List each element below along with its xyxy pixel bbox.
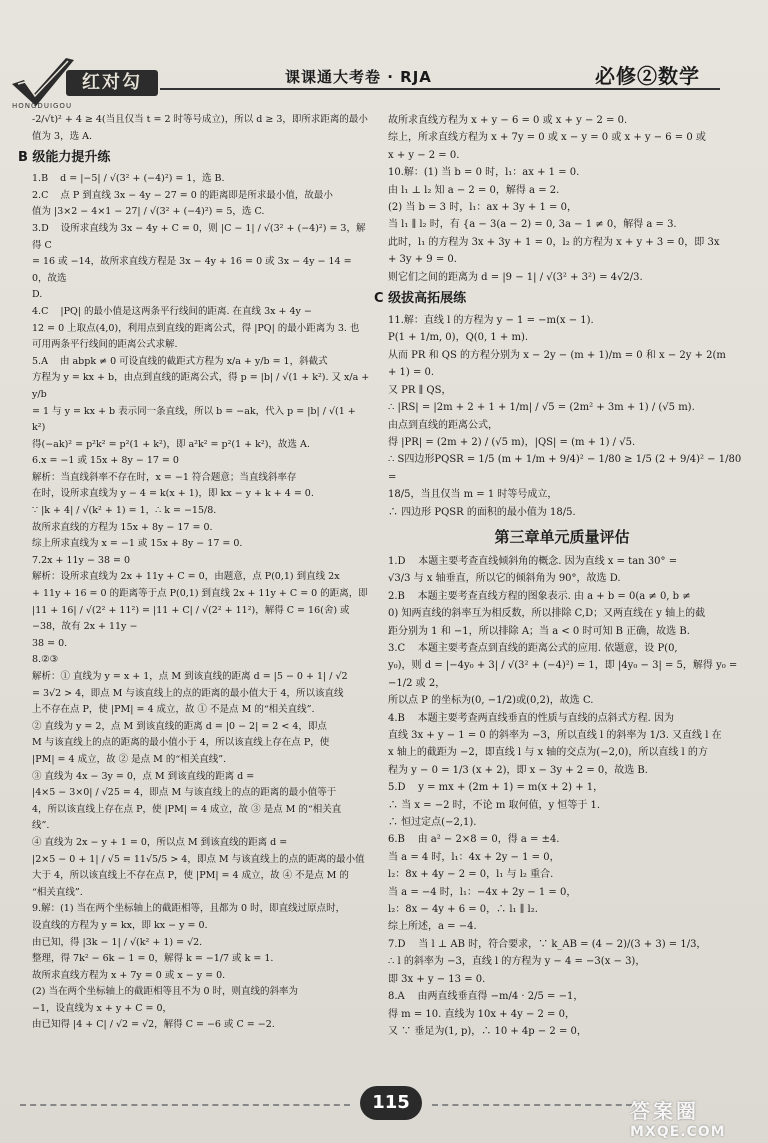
answer-line: -2/√t)² + 4 ≥ 4(当且仅当 t = 2 时等号成立)，所以 d ≥ 3，即所求距离的最小 [32, 114, 368, 125]
answer-line: 综上所述，a = −4. [388, 921, 477, 933]
answer-line: l₂：8x + 4y − 2 = 0，l₁ 与 l₂ 重合. [388, 869, 554, 881]
answer-line: y₀)，则 d = |−4y₀ + 3| / √(3² + (−4)²) = 1，即 |4y₀ − 3| = 5，解得 y₀ = −1/2 或 2， [388, 660, 741, 689]
answer-line: 距分别为 1 和 −1，所以排除 A；当 a < 0 时可知 B 正确，故选 B. [388, 625, 690, 637]
answer-line: = 16 或 −14，故所求直线方程是 3x − 4y + 16 = 0 或 3x − 4y − 14 = 0，故选 [32, 256, 355, 284]
answer-line: 从而 PR 和 QS 的方程分别为 x − 2y − (m + 1)/m = 0 和 x − 2y + 2(m [388, 349, 726, 361]
answer-line: D. [32, 289, 43, 301]
answer-line: (2) 当 b = 3 时，l₁：ax + 3y + 1 = 0， [388, 202, 577, 214]
answer-line: 故所求直线的方程为 15x + 8y − 17 = 0. [32, 521, 213, 533]
brand-logo [8, 54, 158, 112]
answer-line: 解析：设所求直线为 2x + 11y + C = 0，由题意，点 P(0,1) 到直线 2x [32, 571, 340, 583]
answer-line: ③ 直线为 4x − 3y = 0，点 M 到该直线的距离 d = [32, 770, 255, 782]
right-column [374, 112, 750, 1040]
answer-line: 4.C |PQ| 的最小值是这两条平行线间的距离. 在直线 3x + 4y − [32, 305, 312, 317]
answer-line: l₂：8x − 4y + 6 = 0，∴ l₁ ∥ l₂. [388, 904, 538, 916]
answer-line: 3.D 设所求直线为 3x − 4y + C = 0，则 |C − 1| / √(3² + (−4)²) = 3，解得 C [32, 222, 366, 251]
answer-line: = 1 与 y = kx + b 表示同一条直线，所以 b = −ak，代入 p = |b| / √(1 + k²) [32, 405, 359, 434]
answer-line: 当 a = −4 时，l₁：−4x + 2y − 1 = 0， [388, 886, 577, 898]
left-column [18, 112, 373, 1034]
answer-line: 4.B 本题主要考查两直线垂直的性质与直线的点斜式方程. 因为 [388, 712, 674, 724]
answer-line: 线”. [32, 820, 50, 832]
answer-line: 大于 4，所以该直线上不存在点 P，使 |PM| = 4 成立，故 ④ 不是点 M 的 [32, 870, 349, 882]
header-divider [160, 88, 720, 90]
answer-line: 设直线的方程为 y = kx，即 kx − y = 0. [32, 919, 208, 931]
answer-line: 直线 3x + y − 1 = 0 的斜率为 −3，所以直线 l 的斜率为 1/3. 又直线 l 在 [388, 730, 722, 741]
footer-dashed-line-left [20, 1104, 350, 1106]
answer-line: 当 l₁ ∥ l₂ 时，有 {a − 3(a − 2) = 0, 3a − 1 ≠ 0，解得 a = 3. [388, 219, 677, 231]
answer-line: 由已知，得 |3k − 1| / √(k² + 1) = √2. [32, 936, 203, 948]
answer-line: 综上，所求直线方程为 x + 7y = 0 或 x − y = 0 或 x + y − 6 = 0 或 [388, 132, 706, 144]
answer-line: 值为 3，选 A. [32, 130, 92, 142]
answer-line: P(1 + 1/m, 0)，Q(0, 1 + m). [388, 332, 529, 344]
answer-line: 整理，得 7k² − 6k − 1 = 0，解得 k = −1/7 或 k = 1. [32, 953, 274, 965]
answer-line: √3/3 与 x 轴垂直，所以它的倾斜角为 90°，故选 D. [388, 573, 621, 585]
answer-line: 2.C 点 P 到直线 3x − 4y − 27 = 0 的距离即是所求最小值，故最小 [32, 189, 333, 201]
answer-line: + 3y + 9 = 0. [388, 254, 457, 266]
answer-line: 由已知得 |4 + C| / √2 = √2，解得 C = −6 或 C = −2. [32, 1019, 275, 1031]
answer-line: ∴ 四边形 PQSR 的面积的最小值为 18/5. [388, 506, 576, 518]
answer-line: 解析：① 直线为 y = x + 1，点 M 到该直线的距离 d = |5 − 0 + 1| / √2 [32, 671, 348, 682]
answer-line: 1.B d = |−5| / √(3² + (−4)²) = 1，选 B. [32, 173, 225, 185]
answer-line: 由点到直线的距离公式， [388, 419, 498, 431]
answer-line: “相关直线”. [32, 886, 83, 898]
answer-line: 0) 知两直线的斜率互为相反数，所以排除 C,D；又两直线在 y 轴上的截 [388, 608, 706, 620]
answer-line: 4，所以该直线上存在点 P，使 |PM| = 4 成立，故 ③ 是点 M 的“相关直 [32, 803, 342, 815]
answer-line: 此时，l₁ 的方程为 3x + 3y + 1 = 0，l₂ 的方程为 x + y + 3 = 0，即 3x [388, 236, 720, 248]
answer-line: 得 |PR| = (2m + 2) / (√5 m)，|QS| = (m + 1) / √5. [388, 436, 636, 448]
watermark-title: 答案圈 [630, 1099, 699, 1123]
answer-line: ∴ S四边形PQSR = 1/5 (m + 1/m + 9/4)² − 1/80 ≥ 1/5 (2 + 9/4)² − 1/80 = [388, 454, 745, 483]
answer-line: 38 = 0. [32, 637, 68, 649]
answer-line: 方程为 y = kx + b，由点到直线的距离公式，得 p = |b| / √(1 + k²). 又 x/a + y/b [32, 372, 373, 400]
answer-line: 即 3x + y − 13 = 0. [388, 973, 486, 985]
answer-line: 综上所求直线为 x = −1 或 15x + 8y − 17 = 0. [32, 538, 243, 550]
page-header [0, 44, 768, 114]
chapter-heading: 第三章单元质量评估 [494, 527, 630, 546]
answer-line: 得(−ak)² = p²k² = p²(1 + k²)，即 a²k² = p²(1 + k²)，故选 A. [32, 438, 310, 450]
answer-line: ④ 直线为 2x − y + 1 = 0，所以点 M 到该直线的距离 d = [32, 836, 288, 848]
answer-line: 8.A 由两直线垂直得 −m/4 · 2/5 = −1， [388, 991, 584, 1003]
answer-line: ∴ l 的斜率为 −3，直线 l 的方程为 y − 4 = −3(x − 3)， [388, 956, 646, 968]
answer-line: (2) 当在两个坐标轴上的截距相等且不为 0 时，则直线的斜率为 [32, 986, 299, 998]
subject-label: 必修②数学 [595, 64, 700, 88]
answer-line: 3.C 本题主要考查点到直线的距离公式的应用. 依题意，设 P(0, [388, 642, 678, 654]
answer-line: M 与该直线上的点的距离的最小值小于 4，所以该直线上存在点 P，使 [32, 737, 330, 749]
answer-line: 6.x = −1 或 15x + 8y − 17 = 0 [32, 455, 179, 467]
answer-line: 2.B 本题主要考查直线方程的图象表示. 由 a + b = 0(a ≠ 0, b ≠ [388, 590, 691, 602]
answer-line: 上不存在点 P，使 |PM| = 4 成立，故 ① 不是点 M 的“相关直线”. [32, 704, 315, 716]
answer-line: ∴ 恒过定点(−2,1). [388, 817, 477, 829]
answer-line: 18/5，当且仅当 m = 1 时等号成立， [388, 489, 558, 501]
site-watermark [630, 1095, 760, 1141]
answer-line: 当 a = 4 时，l₁：4x + 2y − 1 = 0， [388, 851, 560, 863]
answer-line: 8.②③ [32, 654, 59, 666]
answer-line: 7.D 当 l ⊥ AB 时，符合要求，∵ k_AB = (4 − 2)/(3 + 3) = 1/3， [388, 938, 707, 950]
answer-line: 得 m = 10. 直线为 10x + 4y − 2 = 0， [388, 1008, 575, 1020]
answer-line: ∴ 当 x = −2 时，不论 m 取何值，y 恒等于 1. [388, 799, 601, 811]
answer-line: 10.解：(1) 当 b = 0 时，l₁：ax + 1 = 0. [388, 167, 580, 179]
answer-line: x 轴上的截距为 −2，即直线 l 与 x 轴的交点为(−2,0)，所以直线 l 的方 [388, 747, 708, 759]
answer-line: 所以点 P 的坐标为(0, −1/2)或(0,2)，故选 C. [388, 695, 594, 707]
answer-line: 程为 y − 0 = 1/3 (x + 2)，即 x − 3y + 2 = 0，故选 B. [388, 764, 648, 776]
answer-line: + 11y + 16 = 0 的距离等于点 P(0,1) 到直线 2x + 11y + C = 0 的距离，即 [32, 588, 368, 600]
answer-line: ∵ |k + 4| / √(k² + 1) = 1，∴ k = −15/8. [32, 505, 217, 517]
brand-pinyin: HONGDUIGOU [12, 102, 73, 110]
answer-line: 值为 |3×2 − 4×1 − 27| / √(3² + (−4)²) = 5，选 C. [32, 206, 265, 218]
answer-line: 又 PR ∥ QS， [388, 384, 452, 396]
answer-line: 6.B 由 a² − 2×8 = 0，得 a = ±4. [388, 834, 560, 846]
answer-line: 12 = 0 上取点(4,0)，利用点到直线的距离公式，得 |PQ| 的最小距离为 3. 也 [32, 322, 360, 334]
watermark-url: MXQE.COM [630, 1124, 726, 1140]
answer-line: 在时，设所求直线为 y − 4 = k(x + 1)，即 kx − y + k + 4 = 0. [32, 488, 314, 500]
answer-line: 7.2x + 11y − 38 = 0 [32, 554, 131, 566]
answer-line: |11 + 16| / √(2² + 11²) = |11 + C| / √(2² + 11²)，解得 C = 16(舍) 或 −38，故有 2x + 11y − [32, 604, 353, 633]
answer-line: 可用两条平行线间的距离公式求解. [32, 339, 178, 351]
answer-line: 由 l₁ ⊥ l₂ 知 a − 2 = 0，解得 a = 2. [388, 184, 560, 196]
answer-line: |4×5 − 3×0| / √25 = 4，即点 M 与该直线上的点的距离的最小值等于 [32, 787, 337, 799]
answer-line: 则它们之间的距离为 d = |9 − 1| / √(3² + 3²) = 4√2/3. [388, 271, 643, 283]
answer-line: = 3√2 > 4，即点 M 与该直线上的点的距离的最小值大于 4，所以该直线 [32, 687, 344, 699]
brand-name: 红对勾 [66, 70, 158, 96]
answer-line: 故所求直线方程为 x + y − 6 = 0 或 x + y − 2 = 0. [388, 115, 628, 126]
answer-line: |2×5 − 0 + 1| / √5 = 11√5/5 > 4，即点 M 与该直线上的点的距离的最小值 [32, 853, 365, 865]
answer-line: ∴ |RS| = |2m + 2 + 1 + 1/m| / √5 = (2m² + 3m + 1) / (√5 m). [388, 402, 695, 414]
answer-line: 5.A 由 abpk ≠ 0 可设直线的截距式方程为 x/a + y/b = 1，斜截式 [32, 355, 328, 367]
answer-line: 9.解：(1) 当在两个坐标轴上的截距相等，且都为 0 时，即直线过原点时， [32, 903, 346, 915]
answer-line: 5.D y = mx + (2m + 1) = m(x + 2) + 1， [388, 782, 604, 794]
answer-line: ② 直线为 y = 2，点 M 到该直线的距离 d = |0 − 2| = 2 < 4，即点 [32, 720, 327, 732]
book-title: 课课通大考卷 · RJA [285, 68, 432, 86]
answer-line: + 1) = 0. [388, 367, 435, 379]
section-heading: C 级拔高拓展练 [374, 291, 467, 307]
answer-line: 解析：当直线斜率不存在时，x = −1 符合题意；当直线斜率存 [32, 471, 297, 483]
answer-line: x + y − 2 = 0. [388, 149, 460, 161]
answer-line: 又 ∵ 垂足为(1, p)，∴ 10 + 4p − 2 = 0， [388, 1025, 587, 1037]
answer-line: −1，设直线为 x + y + C = 0， [32, 1002, 173, 1014]
answer-line: |PM| = 4 成立，故 ② 是点 M 的“相关直线”. [32, 753, 227, 765]
answer-line: 故所求直线方程为 x + 7y = 0 或 x − y = 0. [32, 969, 226, 981]
answer-line: 11.解：直线 l 的方程为 y − 1 = −m(x − 1). [388, 315, 594, 327]
page-number: 115 [360, 1086, 422, 1120]
answer-line: 1.D 本题主要考查直线倾斜角的概念. 因为直线 x = tan 30° = [388, 555, 678, 567]
section-heading: B 级能力提升练 [18, 150, 111, 166]
footer-dashed-line-right [432, 1104, 632, 1106]
